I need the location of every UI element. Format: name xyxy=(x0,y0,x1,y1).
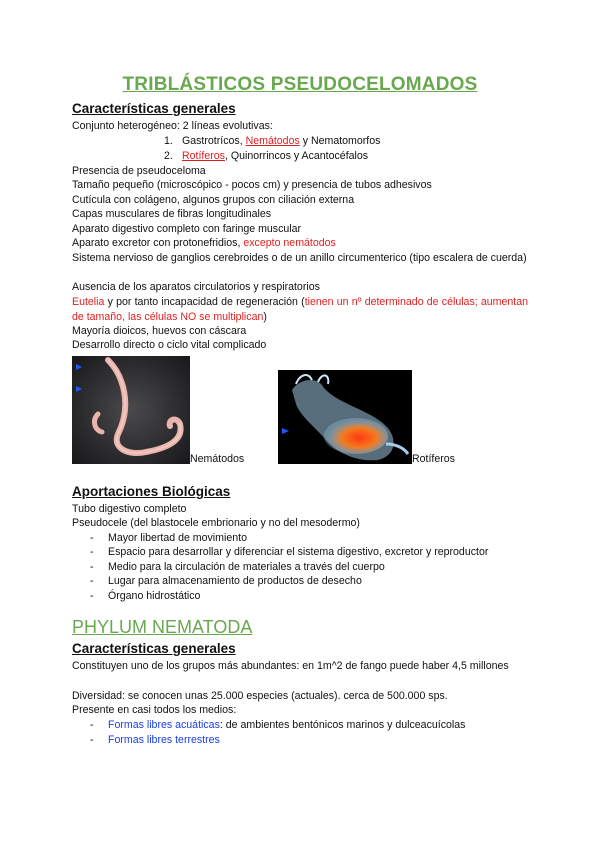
item-number: 2. xyxy=(164,150,173,162)
text-line: Pseudocele (del blastocele embrionario y no del mesodermo) xyxy=(72,517,360,529)
list-item: - Medio para la circulación de materiales a través del cuerpo xyxy=(90,561,385,573)
text-paragraph: Constituyen uno de los grupos más abundantes: en 1m^2 de fango puede haber 4,5 millones xyxy=(72,660,509,672)
list-item: - Órgano hidrostático xyxy=(90,590,201,602)
caption-rotiferos: Rotíferos xyxy=(412,453,455,465)
text-line: Cutícula con colágeno, algunos grupos con ciliación externa xyxy=(72,194,355,206)
list-item: - Mayor libertad de movimiento xyxy=(90,532,247,544)
text-line: Desarrollo directo o ciclo vital complicado xyxy=(72,339,267,351)
red-note: excepto nemátodos xyxy=(243,237,336,249)
section-heading-caracteristicas-2: Características generales xyxy=(72,641,236,656)
section-heading-caracteristicas: Características generales xyxy=(72,101,236,116)
list-item: - Formas libres acuáticas: de ambientes bentónicos marinos y dulceacuícolas xyxy=(90,719,466,731)
text-line: Aparato excretor con protonefridios, excepto nemátodos xyxy=(72,237,336,249)
list-item: - Espacio para desarrollar y diferenciar el sistema digestivo, excretor y reproductor xyxy=(90,546,489,558)
nematode-photo xyxy=(72,356,190,464)
list-item: - Lugar para almacenamiento de productos de desecho xyxy=(90,575,362,587)
text-line: Conjunto heterogéneo: 2 líneas evolutivas: xyxy=(72,120,273,132)
list-item: - Formas libres terrestres xyxy=(90,734,220,746)
text-line: Mayoría dioicos, huevos con cáscara xyxy=(72,325,247,337)
phylum-title: PHYLUM NEMATODA xyxy=(72,617,253,637)
numbered-item-1: 1. Gastrotrícos, Nemátodos y Nematomorfos xyxy=(164,135,381,147)
blue-term: Formas libres acuáticas xyxy=(108,719,220,731)
text-line: Tamaño pequeño (microscópico - pocos cm) y presencia de tubos adhesivos xyxy=(72,179,432,191)
rotifer-photo xyxy=(278,370,412,464)
text-paragraph: Eutelia y por tanto incapacidad de regeneración (tienen un nº determinado de células; aumentan de tamaño, las células NO se multiplican) xyxy=(72,296,529,323)
text-line: Aparato digestivo completo con faringe muscular xyxy=(72,223,302,235)
text-line: Presencia de pseudoceloma xyxy=(72,165,206,177)
highlight-rotiferos: Rotíferos xyxy=(182,150,225,162)
text-line: Capas musculares de fibras longitudinales xyxy=(72,208,272,220)
red-term-eutelia: Eutelia xyxy=(72,296,105,308)
rotifer-illustration xyxy=(278,370,412,464)
text-line: Diversidad: se conocen unas 25.000 especies (actuales). cerca de 500.000 sps. xyxy=(72,690,448,702)
text-paragraph: Sistema nervioso de ganglios cerebroides o de un anillo circumenterico (tipo escalera de cuerda) xyxy=(72,252,527,264)
blue-term: Formas libres terrestres xyxy=(108,734,220,746)
item-number: 1. xyxy=(164,135,173,147)
red-note: tienen un nº determinado de células; aumentan de tamaño, las células NO se multiplican xyxy=(72,296,529,323)
text-line: Presente en casi todos los medios: xyxy=(72,704,237,716)
nematode-illustration xyxy=(72,356,190,464)
page-title: TRIBLÁSTICOS PSEUDOCELOMADOS xyxy=(122,74,478,95)
numbered-item-2: 2. Rotíferos, Quinorrincos y Acantocéfalos xyxy=(164,150,369,162)
text-line: Ausencia de los aparatos circulatorios y respiratorios xyxy=(72,281,320,293)
text-line: Tubo digestivo completo xyxy=(72,503,187,515)
section-heading-aportaciones: Aportaciones Biológicas xyxy=(72,484,231,499)
caption-nematodos: Nemátodos xyxy=(190,453,245,465)
highlight-nematodos: Nemátodos xyxy=(245,135,300,147)
